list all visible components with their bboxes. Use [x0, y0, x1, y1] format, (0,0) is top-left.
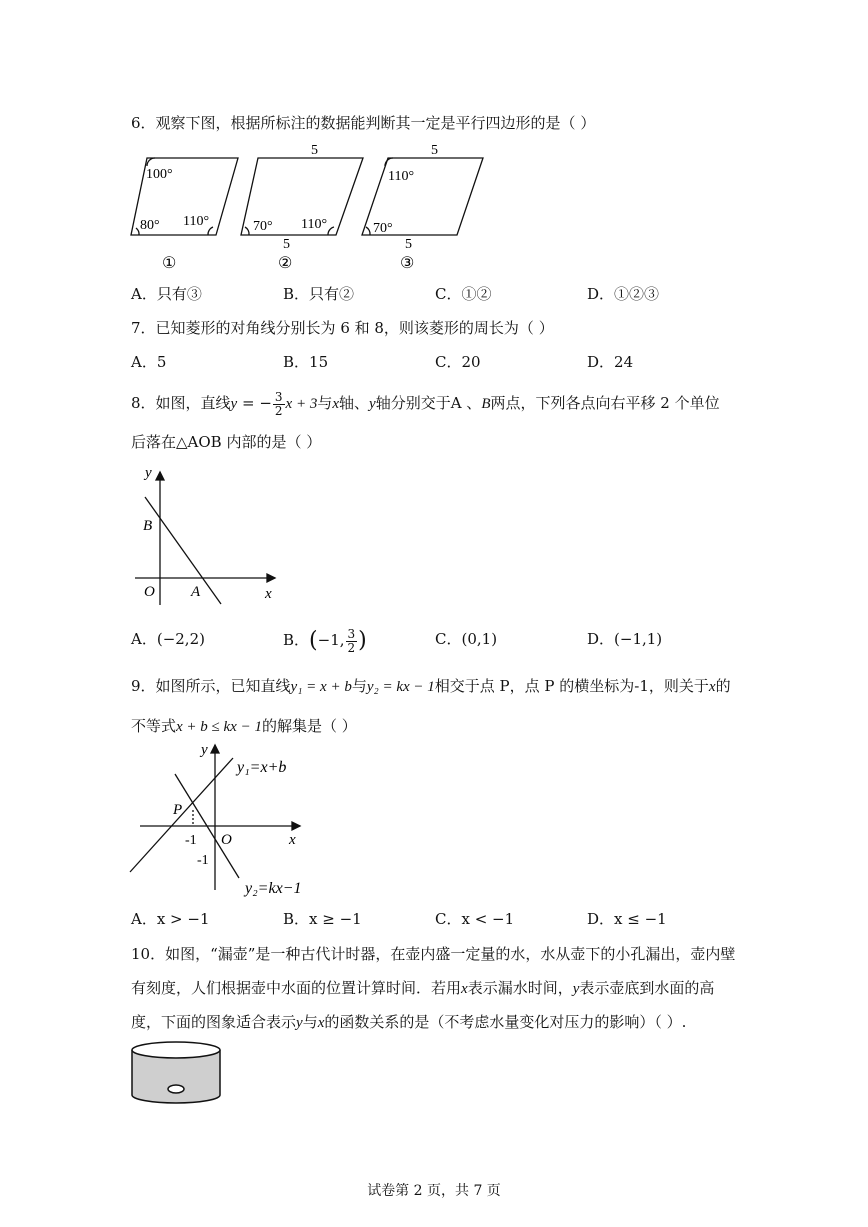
q9-option-c: C．x < −1	[435, 910, 515, 928]
fig1-label: ①	[162, 255, 177, 272]
q8-graph	[125, 460, 285, 610]
q6-stem: 6．观察下图，根据所标注的数据能判断其一定是平行四边形的是（ ）	[131, 114, 596, 132]
q8-point-a: A	[191, 584, 201, 600]
fig3-angle-tl: 110°	[388, 169, 415, 184]
fig2-angle-bl: 70°	[253, 219, 273, 234]
fig1-angle-br: 110°	[183, 214, 210, 229]
q10-stem-line3: 度，下面的图象适合表示y与x的函数关系的是（不考虑水量变化对压力的影响）（ ）.	[131, 1013, 687, 1031]
q8-option-d: D．(−1,1)	[587, 630, 663, 648]
fig2-top: 5	[311, 143, 318, 158]
page-footer: 试卷第 2 页，共 7 页	[367, 1183, 501, 1199]
q9-option-a: A．x > −1	[131, 910, 210, 928]
q10-stem-line2: 有刻度，人们根据壶中水面的位置计算时间．若用x表示漏水时间，y表示壶底到水面的高	[131, 979, 715, 997]
q9-option-d: D．x ≤ −1	[587, 910, 667, 928]
water-clock-figure	[128, 1040, 224, 1106]
q7-option-a: A．5	[131, 353, 167, 371]
q8-option-a: A．(−2,2)	[131, 630, 205, 648]
q8-stem-line1: 8．如图，直线y = − $\frac{3}{2}$ x + 3与x轴、y轴分别交于A 、B两点，下列各点向右平移 2 个单位	[131, 389, 720, 418]
q6-option-c: C．①②	[435, 285, 492, 303]
fig3-angle-bl: 70°	[373, 221, 393, 236]
q9-tick-neg1-x: -1	[185, 833, 197, 848]
q8-origin: O	[144, 584, 155, 600]
q7-option-c: C．20	[435, 353, 481, 371]
q6-option-d: D．①②③	[587, 285, 660, 303]
fig2-label: ②	[278, 255, 293, 272]
q7-option-d: D．24	[587, 353, 634, 371]
fig2-bottom: 5	[283, 237, 290, 252]
q9-option-b: B．x ≥ −1	[283, 910, 362, 928]
q6-option-b: B．只有②	[283, 285, 355, 303]
q8-fraction: $\frac{3}{2}$	[274, 389, 283, 418]
fig3-label: ③	[400, 255, 415, 272]
q8-option-c: C．(0,1)	[435, 630, 498, 648]
q9-stem-line1: 9．如图所示，已知直线y₁ = x + b与y₂ = kx − 1相交于点 P，点 P 的横坐标为-1，则关于x的	[131, 677, 731, 695]
q9-line2-label: y₂=kx−1	[245, 880, 302, 897]
q8-axis-x: x	[265, 586, 272, 602]
q8-stem-line2: 后落在△AOB 内部的是（ ）	[131, 433, 322, 451]
q9-line1-label: y₁=x+b	[237, 759, 287, 776]
q8-option-b: B．(−1, $\frac{3}{2}$ )	[283, 626, 367, 655]
q9-graph	[125, 740, 340, 900]
q8-axis-y: y	[145, 465, 152, 481]
q9-tick-neg1-y: -1	[197, 853, 209, 868]
q9-axis-x: x	[289, 832, 296, 848]
q7-option-b: B．15	[283, 353, 329, 371]
q9-origin: O	[221, 832, 232, 848]
q6-option-a: A．只有③	[131, 285, 202, 303]
fig2-angle-br: 110°	[301, 217, 328, 232]
q9-point-p: P	[173, 802, 183, 818]
q6-figures	[125, 140, 505, 275]
fig3-bottom: 5	[405, 237, 412, 252]
q10-stem-line1: 10．如图，“漏壶”是一种古代计时器，在壶内盛一定量的水，水从壶下的小孔漏出，壶内壁	[131, 945, 736, 963]
fig3-top: 5	[431, 143, 438, 158]
fig1-angle-tl: 100°	[146, 167, 173, 182]
q9-stem-line2: 不等式x + b ≤ kx − 1的解集是（ ）	[131, 717, 357, 735]
fig1-angle-bl: 80°	[140, 218, 160, 233]
q7-stem: 7．已知菱形的对角线分别长为 6 和 8，则该菱形的周长为（ ）	[131, 319, 554, 337]
q8-point-b: B	[143, 518, 153, 534]
q9-axis-y: y	[201, 742, 208, 758]
